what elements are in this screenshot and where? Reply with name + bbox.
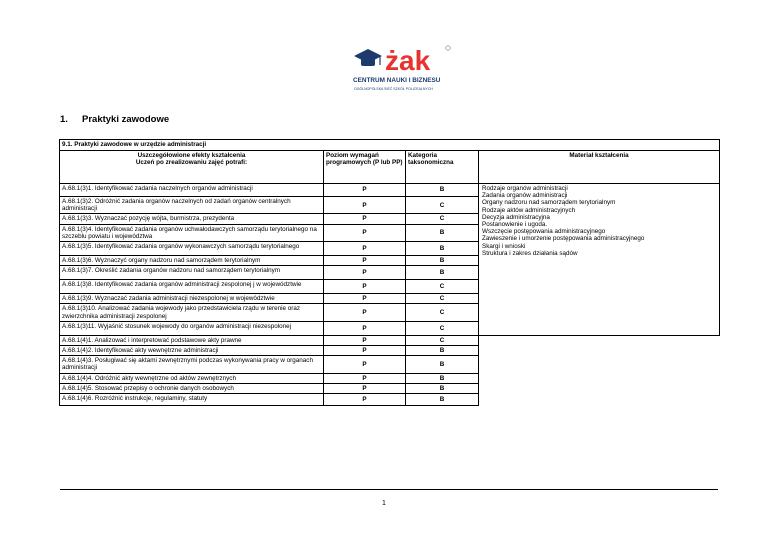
material-item: Postanowienie i ugoda. [482,221,548,229]
table-row [60,346,720,356]
level-cell: P [324,346,406,356]
svg-text:żak: żak [385,45,431,76]
level-cell: P [324,197,406,214]
material-cell [479,184,720,336]
category-cell: B [406,356,479,373]
section-heading [60,114,169,125]
level-cell: P [324,256,406,266]
effect-cell: A.68.1(3)5. Identyfikować zadania organów wykonawczych samorządu terytorialnego [60,242,324,256]
svg-text:CENTRUM NAUKI I BIZNESU: CENTRUM NAUKI I BIZNESU [353,77,441,84]
level-cell: P [324,214,406,224]
category-cell: C [406,294,479,304]
effect-cell: A.68.1(3)1. Identyfikować zadania naczelnych organów administracji [60,184,324,197]
material-item: Wszczęcie postępowania administracyjnego [482,228,606,236]
material-item: Zadania organów administracji [482,192,568,200]
level-cell: P [324,280,406,294]
practice-table [59,139,720,406]
effect-cell: A.68.1(4)6. Rozróżnić instrukcje, regulaminy, statuty [60,394,324,406]
level-cell: P [324,266,406,280]
material-item: Decyzja administracyjna [482,213,550,221]
table-title: 9.1. Praktyki zawodowe w urzędzie administracji [60,140,720,151]
effect-cell: A.68.1(4)4. Odróżnić akty wewnętrzne od aktów zewnętrznych [60,373,324,383]
category-cell: B [406,256,479,266]
table-row [60,184,720,197]
level-cell: P [324,383,406,393]
page-number: 1 [382,500,386,507]
category-cell: C [406,280,479,294]
table-row [60,335,720,345]
zak-logo [352,40,457,96]
section-title: Praktyki zawodowe [82,114,170,125]
header-effects-line1: Uszczegółowione efekty kształcenia [137,152,246,159]
material-item: Struktura i zakres działania sądów [482,249,578,257]
effect-cell: A.68.1(4)1. Analizować i interpretować podstawowe akty prawne [60,335,324,345]
category-cell: B [406,394,479,406]
level-cell: P [324,224,406,241]
level-cell: P [324,394,406,406]
level-cell: P [324,242,406,256]
table-row [60,356,720,373]
level-cell: P [324,294,406,304]
category-cell: B [406,266,479,280]
table-row [60,373,720,383]
header-level: Poziom wymagań programowych (P lub PP) [324,151,406,184]
effect-cell: A.68.1(3)4. Identyfikować zadania organów uchwałodawczych samorządu terytorialnego na szczeblu powiatu i województwa [60,224,324,241]
level-cell: P [324,184,406,197]
effect-cell: A.68.1(3)10. Analizować zadania wojewody jako przedstawiciela rządu w terenie oraz zwierzchnika administracji zespolonej [60,304,324,321]
category-cell: B [406,224,479,241]
level-cell: P [324,304,406,321]
effect-cell: A.68.1(3)6. Wyznaczyć organy nadzoru nad samorządem terytorialnym [60,256,324,266]
table-row [60,394,720,406]
level-cell: P [324,373,406,383]
table-row [60,383,720,393]
category-cell: C [406,304,479,321]
level-cell: P [324,356,406,373]
material-item: Rodzaje organów administracji [482,185,568,192]
header-material: Materiał kształcenia [479,151,720,184]
category-cell: C [406,335,479,345]
header-effects-line2: Uczeń po zrealizowaniu zajęć potrafi: [135,159,248,167]
category-cell: B [406,373,479,383]
category-cell: B [406,346,479,356]
material-item: Zawieszenie i umorzenie postępowania administracyjnego [482,235,645,243]
category-cell: C [406,197,479,214]
category-cell: C [406,321,479,335]
category-cell: B [406,242,479,256]
svg-text:OGÓLNOPOLSKA SIEĆ SZKÓŁ POLICE: OGÓLNOPOLSKA SIEĆ SZKÓŁ POLICEALNYCH [354,87,433,91]
effect-cell: A.68.1(3)9. Wyznaczać zadania administracji niezespolonej w województwie [60,294,324,304]
level-cell: P [324,321,406,335]
effect-cell: A.68.1(4)3. Posługiwać się aktami zewnętrznymi podczas wykonywania pracy w organach administracji [60,356,324,373]
footer-divider [60,489,718,490]
category-cell: B [406,383,479,393]
effect-cell: A.68.1(3)8. Identyfikować zadania organów administracji zespolonej j w województwie [60,280,324,294]
material-item: Skargi i wnioski [482,242,526,250]
table-title-row [60,140,720,151]
effect-cell: A.68.1(3)3. Wyznaczać pozycję wójta, burmistrza, prezydenta [60,214,324,224]
table-header-row [60,151,720,184]
effect-cell: A.68.1(3)7. Określić zadania organów nadzoru nad samorządem terytorialnym [60,266,324,280]
effect-cell: A.68.1(3)11. Wyjaśnić stosunek wojewody do organów administracji niezespolonej [60,321,324,335]
header-category: Kategoria taksonomiczna [406,151,479,184]
level-cell: P [324,335,406,345]
header-effects [60,151,324,184]
effect-cell: A.68.1(4)2. Identyfikować akty wewnętrzne administracji [60,346,324,356]
material-item: Rodzaje aktów administracyjnych [482,206,576,214]
graduation-cap-icon [352,40,457,96]
material-item: Organy nadzoru nad samorządem terytorialnym [482,199,616,207]
category-cell: C [406,214,479,224]
effect-cell: A.68.1(3)2. Odróżnić zadania organów naczelnych od zadań organów centralnych administracji [60,197,324,214]
effect-cell: A.68.1(4)5. Stosować przepisy o ochronie danych osobowych [60,383,324,393]
category-cell: B [406,184,479,197]
section-number: 1. [60,114,68,125]
